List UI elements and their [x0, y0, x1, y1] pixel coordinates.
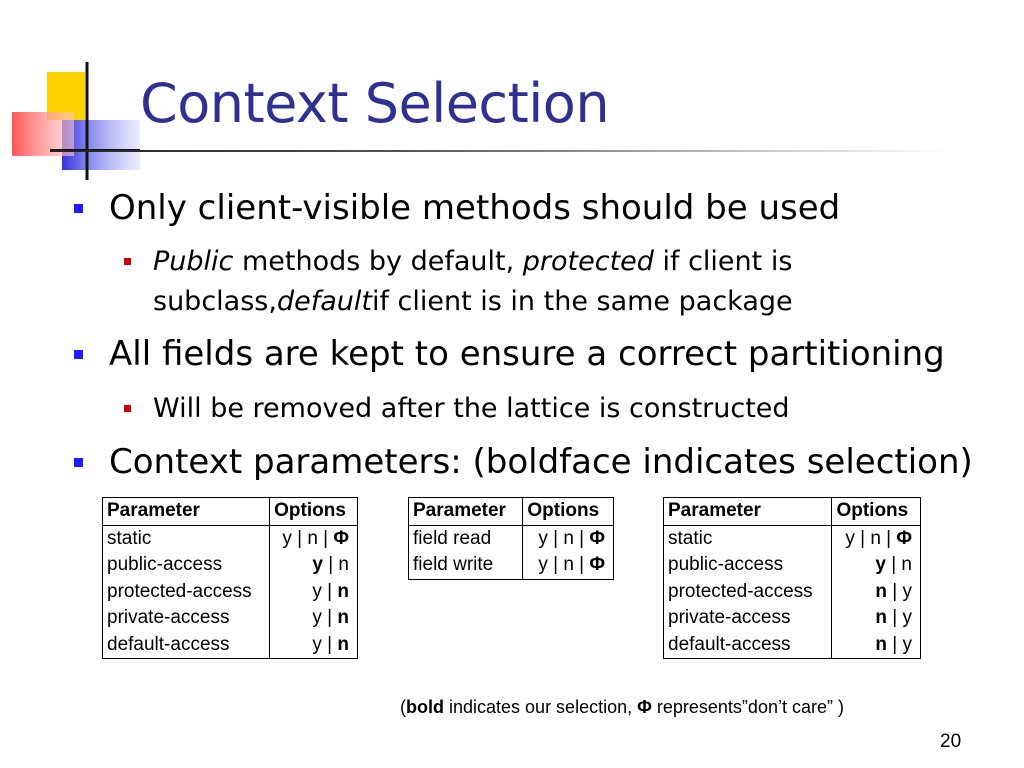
phi-symbol: Φ [637, 697, 652, 717]
table-row [664, 632, 921, 659]
header-parameter: Parameter [409, 498, 523, 526]
option-token: n [307, 527, 318, 549]
text-fragment: if client is [653, 246, 793, 277]
italic-term: protected [522, 246, 654, 277]
sub-bullet-item [124, 242, 792, 282]
table-row [664, 605, 921, 632]
selected-option: Φ [896, 527, 912, 549]
options-cell [523, 552, 614, 579]
selected-option: n [337, 580, 349, 602]
bullet-item [74, 334, 945, 374]
option-token: y [902, 580, 912, 602]
selected-option: Φ [589, 527, 605, 549]
option-token: y [312, 607, 322, 629]
option-token: | [854, 527, 871, 549]
options-cell [832, 605, 921, 632]
selected-option: n [337, 607, 349, 629]
table-row [664, 579, 921, 606]
options-cell [523, 525, 614, 552]
table-header-row [103, 498, 358, 526]
options-cell [832, 525, 921, 552]
text-fragment: indicates our selection, [444, 697, 638, 717]
options-cell [270, 579, 358, 606]
option-token: n [901, 554, 912, 576]
option-token: y [845, 527, 855, 549]
header-options: Options [270, 498, 358, 526]
footnote [400, 697, 844, 718]
parameter-cell: public-access [103, 552, 270, 579]
options-cell [832, 552, 921, 579]
selected-option: n [875, 633, 887, 655]
bullet-item [74, 442, 973, 482]
table-row [103, 605, 358, 632]
option-token: y [538, 527, 548, 549]
selected-option: n [875, 580, 887, 602]
option-token: | [321, 607, 338, 629]
parameter-cell: private-access [103, 605, 270, 632]
bullet-text: Only client-visible methods should be used [109, 188, 841, 228]
option-token: | [291, 527, 308, 549]
parameter-cell: default-access [664, 632, 832, 659]
option-token: | [547, 527, 564, 549]
option-token: y [312, 633, 322, 655]
option-token: | [321, 633, 338, 655]
options-cell [832, 632, 921, 659]
table-row [664, 552, 921, 579]
selected-option: n [337, 633, 349, 655]
option-token: y [902, 607, 912, 629]
option-token: | [887, 633, 903, 655]
bullet-square-icon [74, 204, 83, 213]
selected-option: Φ [589, 554, 605, 576]
option-token: | [887, 607, 903, 629]
parameter-table-right [663, 497, 921, 659]
sub-bullet-square-icon [124, 258, 131, 265]
option-token: y [902, 633, 912, 655]
bold-word: bold [406, 697, 444, 717]
italic-term: default [276, 286, 372, 317]
bullet-text: Context parameters: (boldface indicates selection) [109, 442, 973, 482]
option-token: | [573, 554, 590, 576]
page-number: 20 [940, 731, 962, 752]
header-parameter: Parameter [103, 498, 270, 526]
bullet-square-icon [74, 458, 83, 467]
title-divider [50, 150, 950, 152]
parameter-cell: field read [409, 525, 523, 552]
option-token: y [282, 527, 292, 549]
parameter-cell: field write [409, 552, 523, 579]
option-token: | [887, 580, 903, 602]
option-token: | [880, 527, 897, 549]
options-cell [270, 525, 358, 552]
parameter-cell: protected-access [103, 579, 270, 606]
parameter-cell: static [664, 525, 832, 552]
header-options: Options [832, 498, 921, 526]
option-token: | [547, 554, 564, 576]
text-fragment: subclass, [153, 286, 277, 317]
text-fragment: methods by default, [233, 246, 523, 277]
selected-option: Φ [333, 527, 349, 549]
option-token: y [312, 580, 322, 602]
selected-option: n [875, 607, 887, 629]
italic-term: Public [153, 246, 234, 277]
option-token: | [885, 554, 902, 576]
parameter-cell: protected-access [664, 579, 832, 606]
table-row [409, 525, 614, 552]
parameter-table-fields [408, 497, 614, 580]
sub-bullet-continuation [153, 282, 793, 322]
text-fragment: if client is in the same package [371, 286, 793, 317]
header-options: Options [523, 498, 614, 526]
option-token: | [573, 527, 590, 549]
parameter-table-left [102, 497, 358, 659]
parameter-cell: public-access [664, 552, 832, 579]
sub-bullet-text: Will be removed after the lattice is constructed [153, 393, 790, 424]
options-cell [832, 579, 921, 606]
option-token: n [870, 527, 881, 549]
table-row [664, 525, 921, 552]
option-token: y [538, 554, 548, 576]
bullet-text: All fields are kept to ensure a correct partitioning [109, 334, 945, 374]
sub-bullet-square-icon [124, 405, 131, 412]
option-token: n [563, 554, 574, 576]
table-row [409, 552, 614, 579]
option-token: n [563, 527, 574, 549]
header-parameter: Parameter [664, 498, 832, 526]
bullet-square-icon [74, 350, 83, 359]
option-token: | [321, 580, 338, 602]
bullet-item [74, 188, 840, 228]
options-cell [270, 632, 358, 659]
table-row [103, 525, 358, 552]
text-fragment: represents”don’t care” ) [651, 697, 844, 717]
text-fragment: ( [400, 697, 406, 717]
parameter-cell: static [103, 525, 270, 552]
table-header-row [664, 498, 921, 526]
parameter-cell: default-access [103, 632, 270, 659]
slide-logo-graphic [0, 0, 150, 190]
option-token: | [322, 554, 339, 576]
option-token: | [317, 527, 334, 549]
options-cell [270, 605, 358, 632]
table-header-row [409, 498, 614, 526]
table-row [103, 632, 358, 659]
slide-title: Context Selection [140, 72, 610, 135]
parameter-cell: private-access [664, 605, 832, 632]
selected-option: y [875, 554, 886, 576]
table-row [103, 552, 358, 579]
sub-bullet-item [124, 389, 790, 429]
options-cell [270, 552, 358, 579]
selected-option: y [312, 554, 323, 576]
sub-bullet-text [153, 242, 792, 282]
table-row [103, 579, 358, 606]
option-token: n [338, 554, 349, 576]
